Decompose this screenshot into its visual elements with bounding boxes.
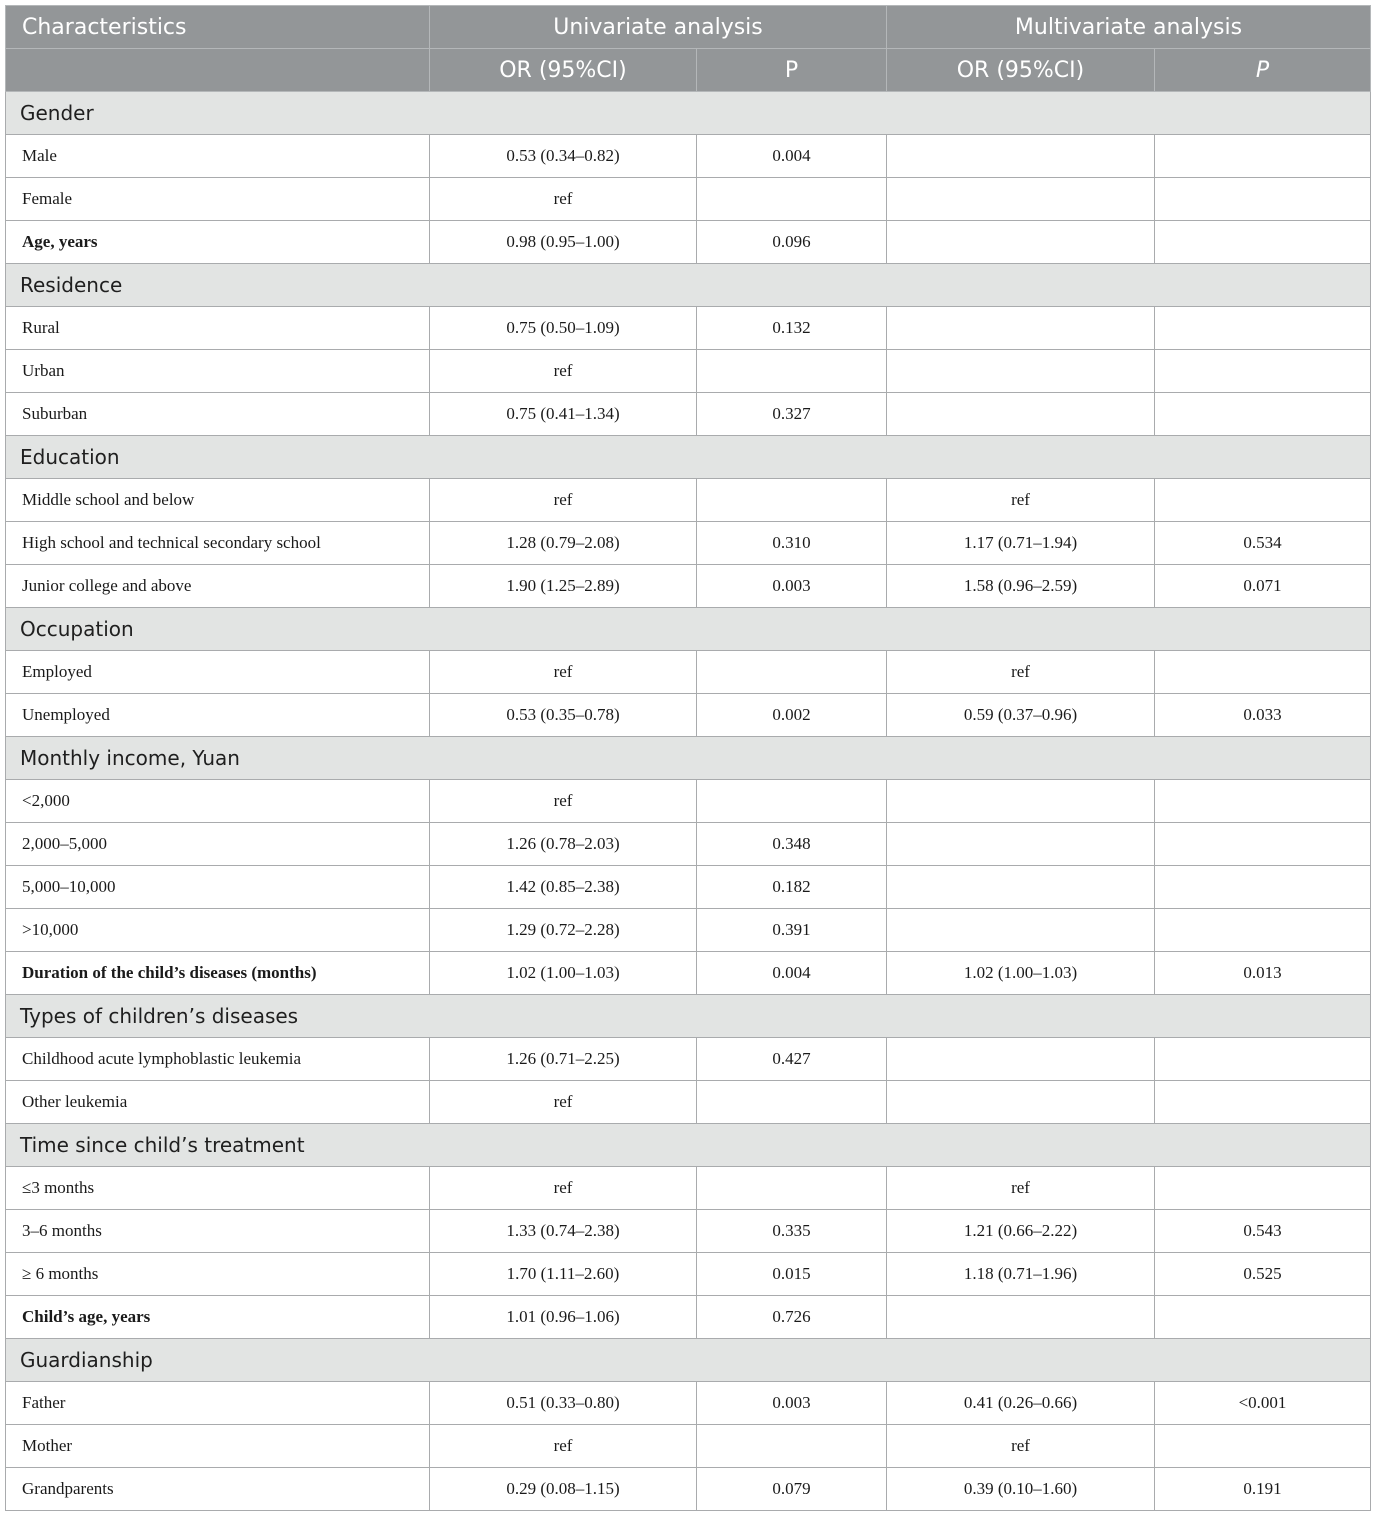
table-row <box>6 393 1371 436</box>
section-label: Guardianship <box>6 1339 1371 1382</box>
multivariate-or-ci-cell <box>887 393 1155 436</box>
univariate-or-ci-cell: 1.70 (1.11–2.60) <box>430 1253 697 1296</box>
multivariate-p-cell <box>1155 780 1371 823</box>
row-label: 3–6 months <box>6 1210 430 1253</box>
univariate-or-ci-cell: 0.98 (0.95–1.00) <box>430 221 697 264</box>
row-label: Mother <box>6 1425 430 1468</box>
univariate-or-ci-cell: 1.02 (1.00–1.03) <box>430 952 697 995</box>
multivariate-or-ci-cell: 0.39 (0.10–1.60) <box>887 1468 1155 1511</box>
multivariate-or-ci-cell: 1.18 (0.71–1.96) <box>887 1253 1155 1296</box>
multivariate-or-ci-cell: ref <box>887 479 1155 522</box>
section-row <box>6 436 1371 479</box>
multivariate-p-cell <box>1155 178 1371 221</box>
table-row <box>6 479 1371 522</box>
univariate-p-cell: 0.726 <box>697 1296 887 1339</box>
multivariate-or-ci-cell <box>887 307 1155 350</box>
univariate-or-ci-cell: 1.90 (1.25–2.89) <box>430 565 697 608</box>
univariate-p-cell <box>697 1081 887 1124</box>
univariate-or-ci-cell: ref <box>430 780 697 823</box>
section-label: Monthly income, Yuan <box>6 737 1371 780</box>
table-header <box>6 6 1371 92</box>
multivariate-or-ci-cell <box>887 1296 1155 1339</box>
multivariate-or-ci-cell <box>887 909 1155 952</box>
row-label: ≤3 months <box>6 1167 430 1210</box>
row-label: Grandparents <box>6 1468 430 1511</box>
univariate-p-cell: 0.310 <box>697 522 887 565</box>
multivariate-or-ci-cell <box>887 221 1155 264</box>
row-label: Child’s age, years <box>6 1296 430 1339</box>
multivariate-p-cell <box>1155 909 1371 952</box>
multivariate-p-cell <box>1155 1296 1371 1339</box>
row-label: >10,000 <box>6 909 430 952</box>
table-row <box>6 1253 1371 1296</box>
table-row <box>6 1382 1371 1425</box>
table-row <box>6 565 1371 608</box>
univariate-p-cell: 0.003 <box>697 565 887 608</box>
multivariate-p-cell: 0.543 <box>1155 1210 1371 1253</box>
section-label: Residence <box>6 264 1371 307</box>
section-label: Occupation <box>6 608 1371 651</box>
row-label: High school and technical secondary school <box>6 522 430 565</box>
table-row <box>6 1468 1371 1511</box>
multivariate-p-cell: 0.191 <box>1155 1468 1371 1511</box>
multivariate-or-ci-cell: 1.58 (0.96–2.59) <box>887 565 1155 608</box>
univariate-or-ci-cell: 1.26 (0.71–2.25) <box>430 1038 697 1081</box>
multivariate-p-cell: 0.013 <box>1155 952 1371 995</box>
univariate-or-ci-cell: 1.26 (0.78–2.03) <box>430 823 697 866</box>
row-label: Duration of the child’s diseases (months) <box>6 952 430 995</box>
multivariate-or-ci-cell <box>887 1081 1155 1124</box>
univariate-p-cell: 0.079 <box>697 1468 887 1511</box>
row-label: Urban <box>6 350 430 393</box>
univariate-p-cell: 0.327 <box>697 393 887 436</box>
header-multivariate: Multivariate analysis <box>887 6 1371 49</box>
multivariate-p-cell <box>1155 479 1371 522</box>
univariate-or-ci-cell: ref <box>430 1167 697 1210</box>
section-row <box>6 1124 1371 1167</box>
header-p-multivariate: P <box>1155 49 1371 92</box>
univariate-or-ci-cell: 0.75 (0.41–1.34) <box>430 393 697 436</box>
regression-table <box>5 5 1371 1511</box>
table-row <box>6 350 1371 393</box>
univariate-or-ci-cell: ref <box>430 479 697 522</box>
section-row <box>6 608 1371 651</box>
row-label: Female <box>6 178 430 221</box>
univariate-p-cell <box>697 479 887 522</box>
univariate-or-ci-cell: ref <box>430 1425 697 1468</box>
header-univariate: Univariate analysis <box>430 6 887 49</box>
header-p-univariate: P <box>697 49 887 92</box>
table-row <box>6 1296 1371 1339</box>
multivariate-p-cell: 0.033 <box>1155 694 1371 737</box>
univariate-p-cell: 0.015 <box>697 1253 887 1296</box>
section-row <box>6 92 1371 135</box>
header-blank <box>6 49 430 92</box>
univariate-or-ci-cell: ref <box>430 651 697 694</box>
multivariate-p-cell <box>1155 1038 1371 1081</box>
header-or-ci-multivariate: OR (95%CI) <box>887 49 1155 92</box>
univariate-p-cell: 0.004 <box>697 135 887 178</box>
multivariate-or-ci-cell <box>887 866 1155 909</box>
table-row <box>6 1038 1371 1081</box>
univariate-p-cell: 0.002 <box>697 694 887 737</box>
univariate-or-ci-cell: 0.53 (0.34–0.82) <box>430 135 697 178</box>
univariate-p-cell <box>697 1425 887 1468</box>
section-label: Time since child’s treatment <box>6 1124 1371 1167</box>
header-row-1 <box>6 6 1371 49</box>
univariate-p-cell: 0.096 <box>697 221 887 264</box>
section-row <box>6 264 1371 307</box>
univariate-p-cell <box>697 1167 887 1210</box>
row-label: Suburban <box>6 393 430 436</box>
multivariate-p-cell: <0.001 <box>1155 1382 1371 1425</box>
multivariate-or-ci-cell <box>887 178 1155 221</box>
row-label: Other leukemia <box>6 1081 430 1124</box>
multivariate-p-cell <box>1155 350 1371 393</box>
multivariate-or-ci-cell: 1.21 (0.66–2.22) <box>887 1210 1155 1253</box>
header-characteristics: Characteristics <box>6 6 430 49</box>
univariate-or-ci-cell: 1.01 (0.96–1.06) <box>430 1296 697 1339</box>
row-label: Middle school and below <box>6 479 430 522</box>
multivariate-p-cell <box>1155 823 1371 866</box>
row-label: Father <box>6 1382 430 1425</box>
univariate-p-cell <box>697 651 887 694</box>
table-row <box>6 178 1371 221</box>
univariate-p-cell: 0.335 <box>697 1210 887 1253</box>
multivariate-p-cell <box>1155 1425 1371 1468</box>
multivariate-or-ci-cell: ref <box>887 651 1155 694</box>
multivariate-p-cell: 0.525 <box>1155 1253 1371 1296</box>
univariate-or-ci-cell: 1.42 (0.85–2.38) <box>430 866 697 909</box>
row-label: Male <box>6 135 430 178</box>
section-row <box>6 1339 1371 1382</box>
multivariate-p-cell <box>1155 866 1371 909</box>
row-label: ≥ 6 months <box>6 1253 430 1296</box>
table-row <box>6 307 1371 350</box>
table-row <box>6 221 1371 264</box>
table-row <box>6 866 1371 909</box>
table-row <box>6 1167 1371 1210</box>
univariate-or-ci-cell: ref <box>430 1081 697 1124</box>
multivariate-or-ci-cell <box>887 823 1155 866</box>
section-label: Education <box>6 436 1371 479</box>
row-label: Employed <box>6 651 430 694</box>
table-row <box>6 135 1371 178</box>
univariate-or-ci-cell: 1.28 (0.79–2.08) <box>430 522 697 565</box>
table-row <box>6 1081 1371 1124</box>
univariate-p-cell <box>697 178 887 221</box>
header-row-2 <box>6 49 1371 92</box>
univariate-or-ci-cell: 0.29 (0.08–1.15) <box>430 1468 697 1511</box>
multivariate-or-ci-cell: ref <box>887 1167 1155 1210</box>
univariate-p-cell: 0.132 <box>697 307 887 350</box>
univariate-or-ci-cell: 0.75 (0.50–1.09) <box>430 307 697 350</box>
univariate-p-cell: 0.004 <box>697 952 887 995</box>
univariate-p-cell: 0.427 <box>697 1038 887 1081</box>
multivariate-p-cell <box>1155 1167 1371 1210</box>
multivariate-or-ci-cell <box>887 780 1155 823</box>
section-row <box>6 737 1371 780</box>
multivariate-p-cell: 0.534 <box>1155 522 1371 565</box>
row-label: Childhood acute lymphoblastic leukemia <box>6 1038 430 1081</box>
multivariate-p-cell <box>1155 1081 1371 1124</box>
row-label: Unemployed <box>6 694 430 737</box>
multivariate-or-ci-cell: 0.41 (0.26–0.66) <box>887 1382 1155 1425</box>
table-row <box>6 651 1371 694</box>
univariate-p-cell: 0.391 <box>697 909 887 952</box>
multivariate-p-cell <box>1155 393 1371 436</box>
table-row <box>6 1425 1371 1468</box>
row-label: Age, years <box>6 221 430 264</box>
univariate-or-ci-cell: 1.29 (0.72–2.28) <box>430 909 697 952</box>
univariate-or-ci-cell: 0.51 (0.33–0.80) <box>430 1382 697 1425</box>
multivariate-or-ci-cell: ref <box>887 1425 1155 1468</box>
multivariate-or-ci-cell: 0.59 (0.37–0.96) <box>887 694 1155 737</box>
multivariate-p-cell <box>1155 651 1371 694</box>
section-label: Gender <box>6 92 1371 135</box>
univariate-or-ci-cell: ref <box>430 350 697 393</box>
multivariate-p-cell <box>1155 307 1371 350</box>
row-label: 5,000–10,000 <box>6 866 430 909</box>
multivariate-p-cell <box>1155 221 1371 264</box>
table-row <box>6 952 1371 995</box>
univariate-p-cell <box>697 350 887 393</box>
row-label: Junior college and above <box>6 565 430 608</box>
multivariate-or-ci-cell <box>887 135 1155 178</box>
table-row <box>6 909 1371 952</box>
row-label: 2,000–5,000 <box>6 823 430 866</box>
multivariate-p-cell: 0.071 <box>1155 565 1371 608</box>
table-row <box>6 1210 1371 1253</box>
multivariate-p-cell <box>1155 135 1371 178</box>
univariate-or-ci-cell: ref <box>430 178 697 221</box>
header-or-ci-univariate: OR (95%CI) <box>430 49 697 92</box>
multivariate-or-ci-cell <box>887 350 1155 393</box>
univariate-or-ci-cell: 0.53 (0.35–0.78) <box>430 694 697 737</box>
univariate-p-cell: 0.348 <box>697 823 887 866</box>
table-row <box>6 522 1371 565</box>
multivariate-or-ci-cell: 1.17 (0.71–1.94) <box>887 522 1155 565</box>
univariate-p-cell: 0.182 <box>697 866 887 909</box>
table-row <box>6 780 1371 823</box>
multivariate-or-ci-cell <box>887 1038 1155 1081</box>
section-row <box>6 995 1371 1038</box>
univariate-or-ci-cell: 1.33 (0.74–2.38) <box>430 1210 697 1253</box>
table-row <box>6 694 1371 737</box>
table-row <box>6 823 1371 866</box>
table-body <box>6 92 1371 1511</box>
multivariate-or-ci-cell: 1.02 (1.00–1.03) <box>887 952 1155 995</box>
row-label: Rural <box>6 307 430 350</box>
row-label: <2,000 <box>6 780 430 823</box>
univariate-p-cell <box>697 780 887 823</box>
section-label: Types of children’s diseases <box>6 995 1371 1038</box>
univariate-p-cell: 0.003 <box>697 1382 887 1425</box>
